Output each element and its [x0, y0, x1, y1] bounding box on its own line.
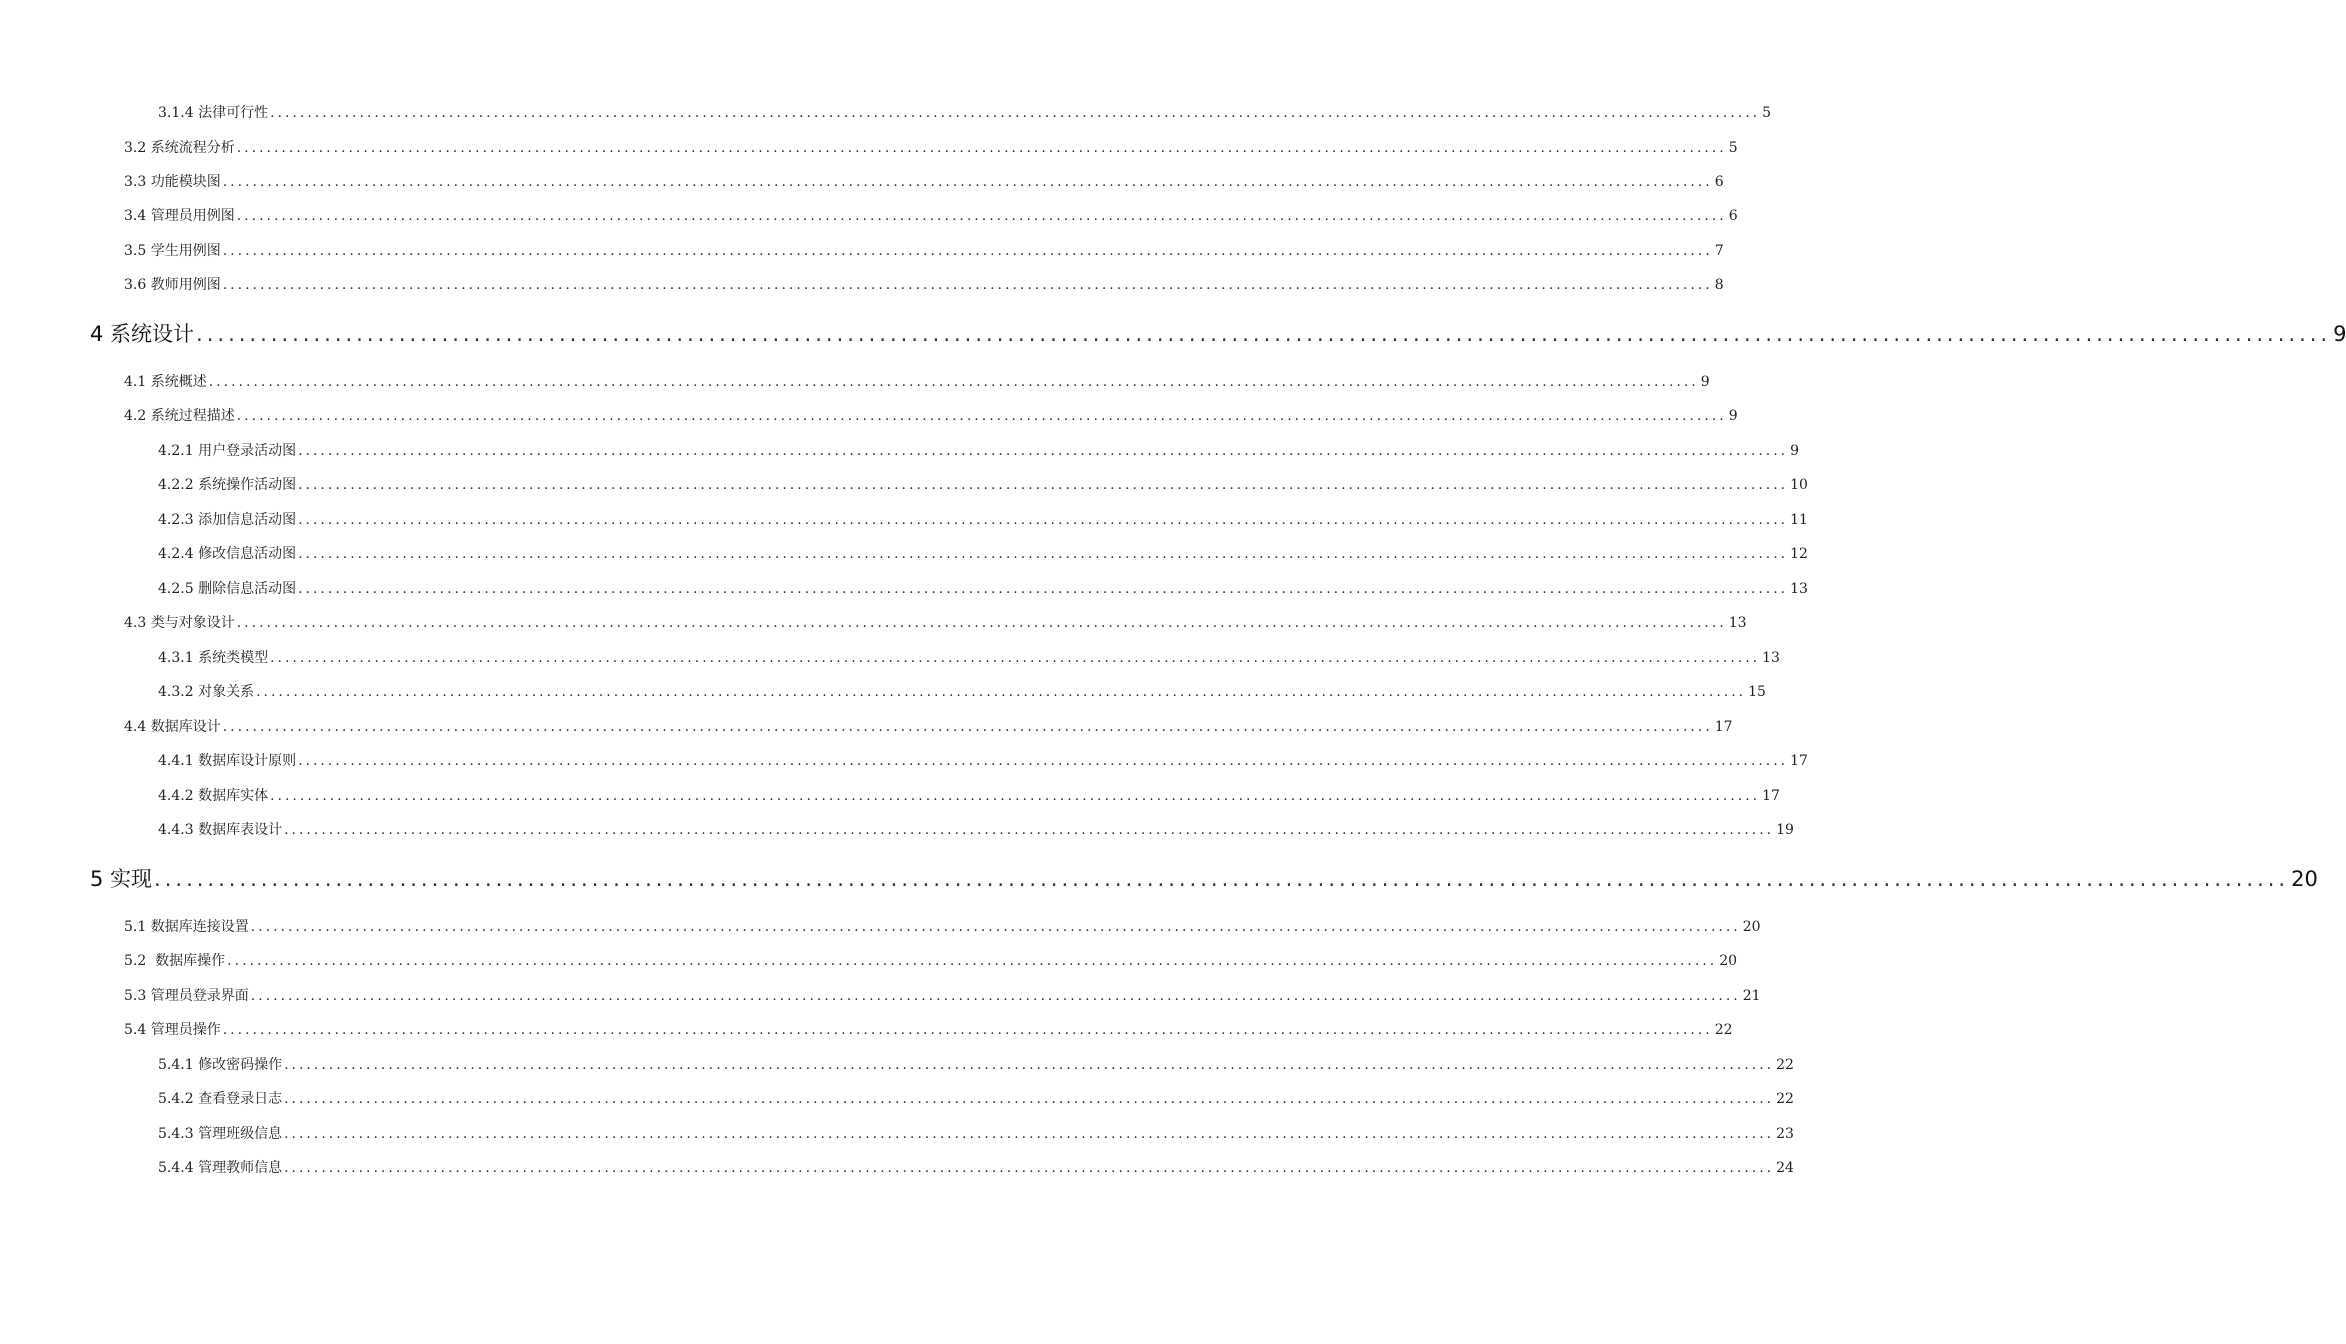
toc-entry-label: 5.3 管理员登录界面 [124, 988, 249, 1004]
toc-entry-4-2 [124, 405, 1738, 425]
toc-entry-label: 5.4 管理员操作 [124, 1022, 221, 1038]
toc-entry-label: 5.4.4 管理教师信息 [158, 1160, 283, 1176]
dot-leader: ........................................................................................................................................................................................................ [196, 322, 2332, 346]
dot-leader: ........................................................................................................................................................................................................ [250, 919, 1741, 935]
toc-entry-label: 4.3.1 系统类模型 [158, 650, 269, 666]
toc-entry-label: 5.4.3 管理班级信息 [158, 1126, 283, 1142]
toc-entry-4-3-2 [158, 681, 1766, 701]
toc-entry-label: 5.2 数据库操作 [124, 953, 226, 969]
toc-page-number: 12 [1790, 546, 1808, 562]
toc-page-number: 17 [1762, 788, 1780, 804]
dot-leader: ........................................................................................................................................................................................................ [250, 988, 1741, 1004]
dot-leader: ........................................................................................................................................................................................................ [298, 753, 1789, 769]
toc-entry-5-2 [124, 950, 1738, 970]
toc-entry-label: 4.3.2 对象关系 [158, 684, 255, 700]
dot-leader: ........................................................................................................................................................................................................ [236, 140, 1727, 156]
toc-page-number: 17 [1714, 719, 1733, 735]
toc-entry-3-6 [124, 274, 1724, 294]
dot-leader: ........................................................................................................................................................................................................ [284, 1126, 1775, 1142]
dot-leader: ........................................................................................................................................................................................................ [284, 1091, 1775, 1107]
toc-page-number: 5 [1728, 140, 1738, 156]
toc-page-number: 5 [1762, 105, 1772, 121]
toc-page-number: 7 [1714, 243, 1724, 259]
toc-page-number: 15 [1748, 684, 1766, 700]
toc-entry-4-4 [124, 716, 1733, 736]
toc-page-number: 21 [1742, 988, 1761, 1004]
dot-leader: ........................................................................................................................................................................................................ [298, 581, 1789, 597]
toc-entry-5-4-2 [158, 1088, 1794, 1108]
toc-entry-4-4-1 [158, 750, 1808, 770]
toc-entry-5-1 [124, 916, 1761, 936]
toc-entry-label: 4.3 类与对象设计 [124, 615, 235, 631]
dot-leader: ........................................................................................................................................................................................................ [236, 408, 1727, 424]
toc-entry-4-2-1 [158, 440, 1800, 460]
toc-entry-5-4 [124, 1019, 1733, 1039]
dot-leader: ........................................................................................................................................................................................................ [298, 443, 1789, 459]
toc-page-number: 20 [1719, 953, 1738, 969]
toc-entry-4-3 [124, 612, 1747, 632]
dot-leader: ........................................................................................................................................................................................................ [284, 1160, 1775, 1176]
toc-entry-4-4-2 [158, 785, 1780, 805]
dot-leader: ........................................................................................................................................................................................................ [208, 374, 1699, 390]
toc-entry-label: 4 系统设计 [90, 322, 195, 346]
toc-entry-label: 4.4.1 数据库设计原则 [158, 753, 297, 769]
toc-entry-label: 4.2.2 系统操作活动图 [158, 477, 297, 493]
toc-page-number: 11 [1790, 512, 1808, 528]
toc-entry-3-5 [124, 240, 1724, 260]
dot-leader: ........................................................................................................................................................................................................ [236, 208, 1727, 224]
toc-page-number: 6 [1714, 174, 1724, 190]
toc-entry-3-4 [124, 205, 1738, 225]
toc-page-number: 9 [1700, 374, 1710, 390]
toc-page-number: 9 [1790, 443, 1800, 459]
dot-leader: ........................................................................................................................................................................................................ [227, 953, 1718, 969]
toc-page-number: 19 [1776, 822, 1794, 838]
dot-leader: ........................................................................................................................................................................................................ [298, 477, 1789, 493]
dot-leader: ........................................................................................................................................................................................................ [222, 243, 1713, 259]
dot-leader: ........................................................................................................................................................................................................ [270, 650, 1761, 666]
toc-entry-label: 4.2.5 删除信息活动图 [158, 581, 297, 597]
toc-page-number: 17 [1790, 753, 1808, 769]
toc-entry-4-1 [124, 371, 1710, 391]
toc-page-number: 9 [2333, 322, 2346, 346]
toc-entry-label: 3.2 系统流程分析 [124, 140, 235, 156]
toc-entry-label: 4.4.3 数据库表设计 [158, 822, 283, 838]
toc-entry-label: 4.2.4 修改信息活动图 [158, 546, 297, 562]
toc-entry-5-4-4 [158, 1157, 1794, 1177]
toc-entry-5-4-3 [158, 1123, 1794, 1143]
toc-entry-5-3 [124, 985, 1761, 1005]
dot-leader: ........................................................................................................................................................................................................ [298, 546, 1789, 562]
toc-page-number: 8 [1714, 277, 1724, 293]
toc-page-number: 22 [1776, 1057, 1794, 1073]
dot-leader: ........................................................................................................................................................................................................ [284, 822, 1775, 838]
toc-page-number: 13 [1790, 581, 1808, 597]
toc-entry-label: 4.4.2 数据库实体 [158, 788, 269, 804]
toc-entry-4-3-1 [158, 647, 1780, 667]
toc-entry-label: 5.4.2 查看登录日志 [158, 1091, 283, 1107]
toc-entry-3-3 [124, 171, 1724, 191]
toc-entry-label: 4.4 数据库设计 [124, 719, 221, 735]
toc-entry-label: 4.2.1 用户登录活动图 [158, 443, 297, 459]
toc-entry-label: 5 实现 [90, 867, 153, 891]
toc-page-number: 13 [1728, 615, 1747, 631]
toc-page-number: 22 [1714, 1022, 1733, 1038]
dot-leader: ........................................................................................................................................................................................................ [284, 1057, 1775, 1073]
toc-page-number: 24 [1776, 1160, 1794, 1176]
toc-entry-label: 3.5 学生用例图 [124, 243, 221, 259]
dot-leader: ........................................................................................................................................................................................................ [270, 105, 1761, 121]
toc-page-number: 9 [1728, 408, 1738, 424]
dot-leader: ........................................................................................................................................................................................................ [154, 867, 2290, 891]
dot-leader: ........................................................................................................................................................................................................ [298, 512, 1789, 528]
toc-page-number: 13 [1762, 650, 1780, 666]
toc-entry-label: 5.1 数据库连接设置 [124, 919, 249, 935]
toc-entry-4-2-2 [158, 474, 1808, 494]
toc-entry-4-4-3 [158, 819, 1794, 839]
dot-leader: ........................................................................................................................................................................................................ [236, 615, 1727, 631]
toc-entry-label: 3.6 教师用例图 [124, 277, 221, 293]
dot-leader: ........................................................................................................................................................................................................ [222, 277, 1713, 293]
toc-entry-4-2-5 [158, 578, 1808, 598]
toc-chapter-4 [90, 318, 2346, 348]
toc-entry-3-1-4 [158, 102, 1772, 122]
toc-entry-5-4-1 [158, 1054, 1794, 1074]
toc-entry-label: 5.4.1 修改密码操作 [158, 1057, 283, 1073]
dot-leader: ........................................................................................................................................................................................................ [256, 684, 1747, 700]
toc-page-number: 10 [1790, 477, 1808, 493]
toc-page-number: 22 [1776, 1091, 1794, 1107]
toc-entry-4-2-4 [158, 543, 1808, 563]
dot-leader: ........................................................................................................................................................................................................ [222, 174, 1713, 190]
toc-chapter-5 [90, 863, 2318, 893]
toc-page-number: 20 [2291, 867, 2318, 891]
toc-entry-label: 4.1 系统概述 [124, 374, 207, 390]
dot-leader: ........................................................................................................................................................................................................ [222, 719, 1713, 735]
toc-entry-label: 3.4 管理员用例图 [124, 208, 235, 224]
toc-entry-4-2-3 [158, 509, 1808, 529]
toc-page-number: 20 [1742, 919, 1761, 935]
toc-entry-label: 4.2.3 添加信息活动图 [158, 512, 297, 528]
toc-entry-label: 4.2 系统过程描述 [124, 408, 235, 424]
dot-leader: ........................................................................................................................................................................................................ [222, 1022, 1713, 1038]
toc-entry-label: 3.1.4 法律可行性 [158, 105, 269, 121]
dot-leader: ........................................................................................................................................................................................................ [270, 788, 1761, 804]
toc-page-number: 23 [1776, 1126, 1794, 1142]
toc-entry-3-2 [124, 137, 1738, 157]
toc-entry-label: 3.3 功能模块图 [124, 174, 221, 190]
toc-page-number: 6 [1728, 208, 1738, 224]
